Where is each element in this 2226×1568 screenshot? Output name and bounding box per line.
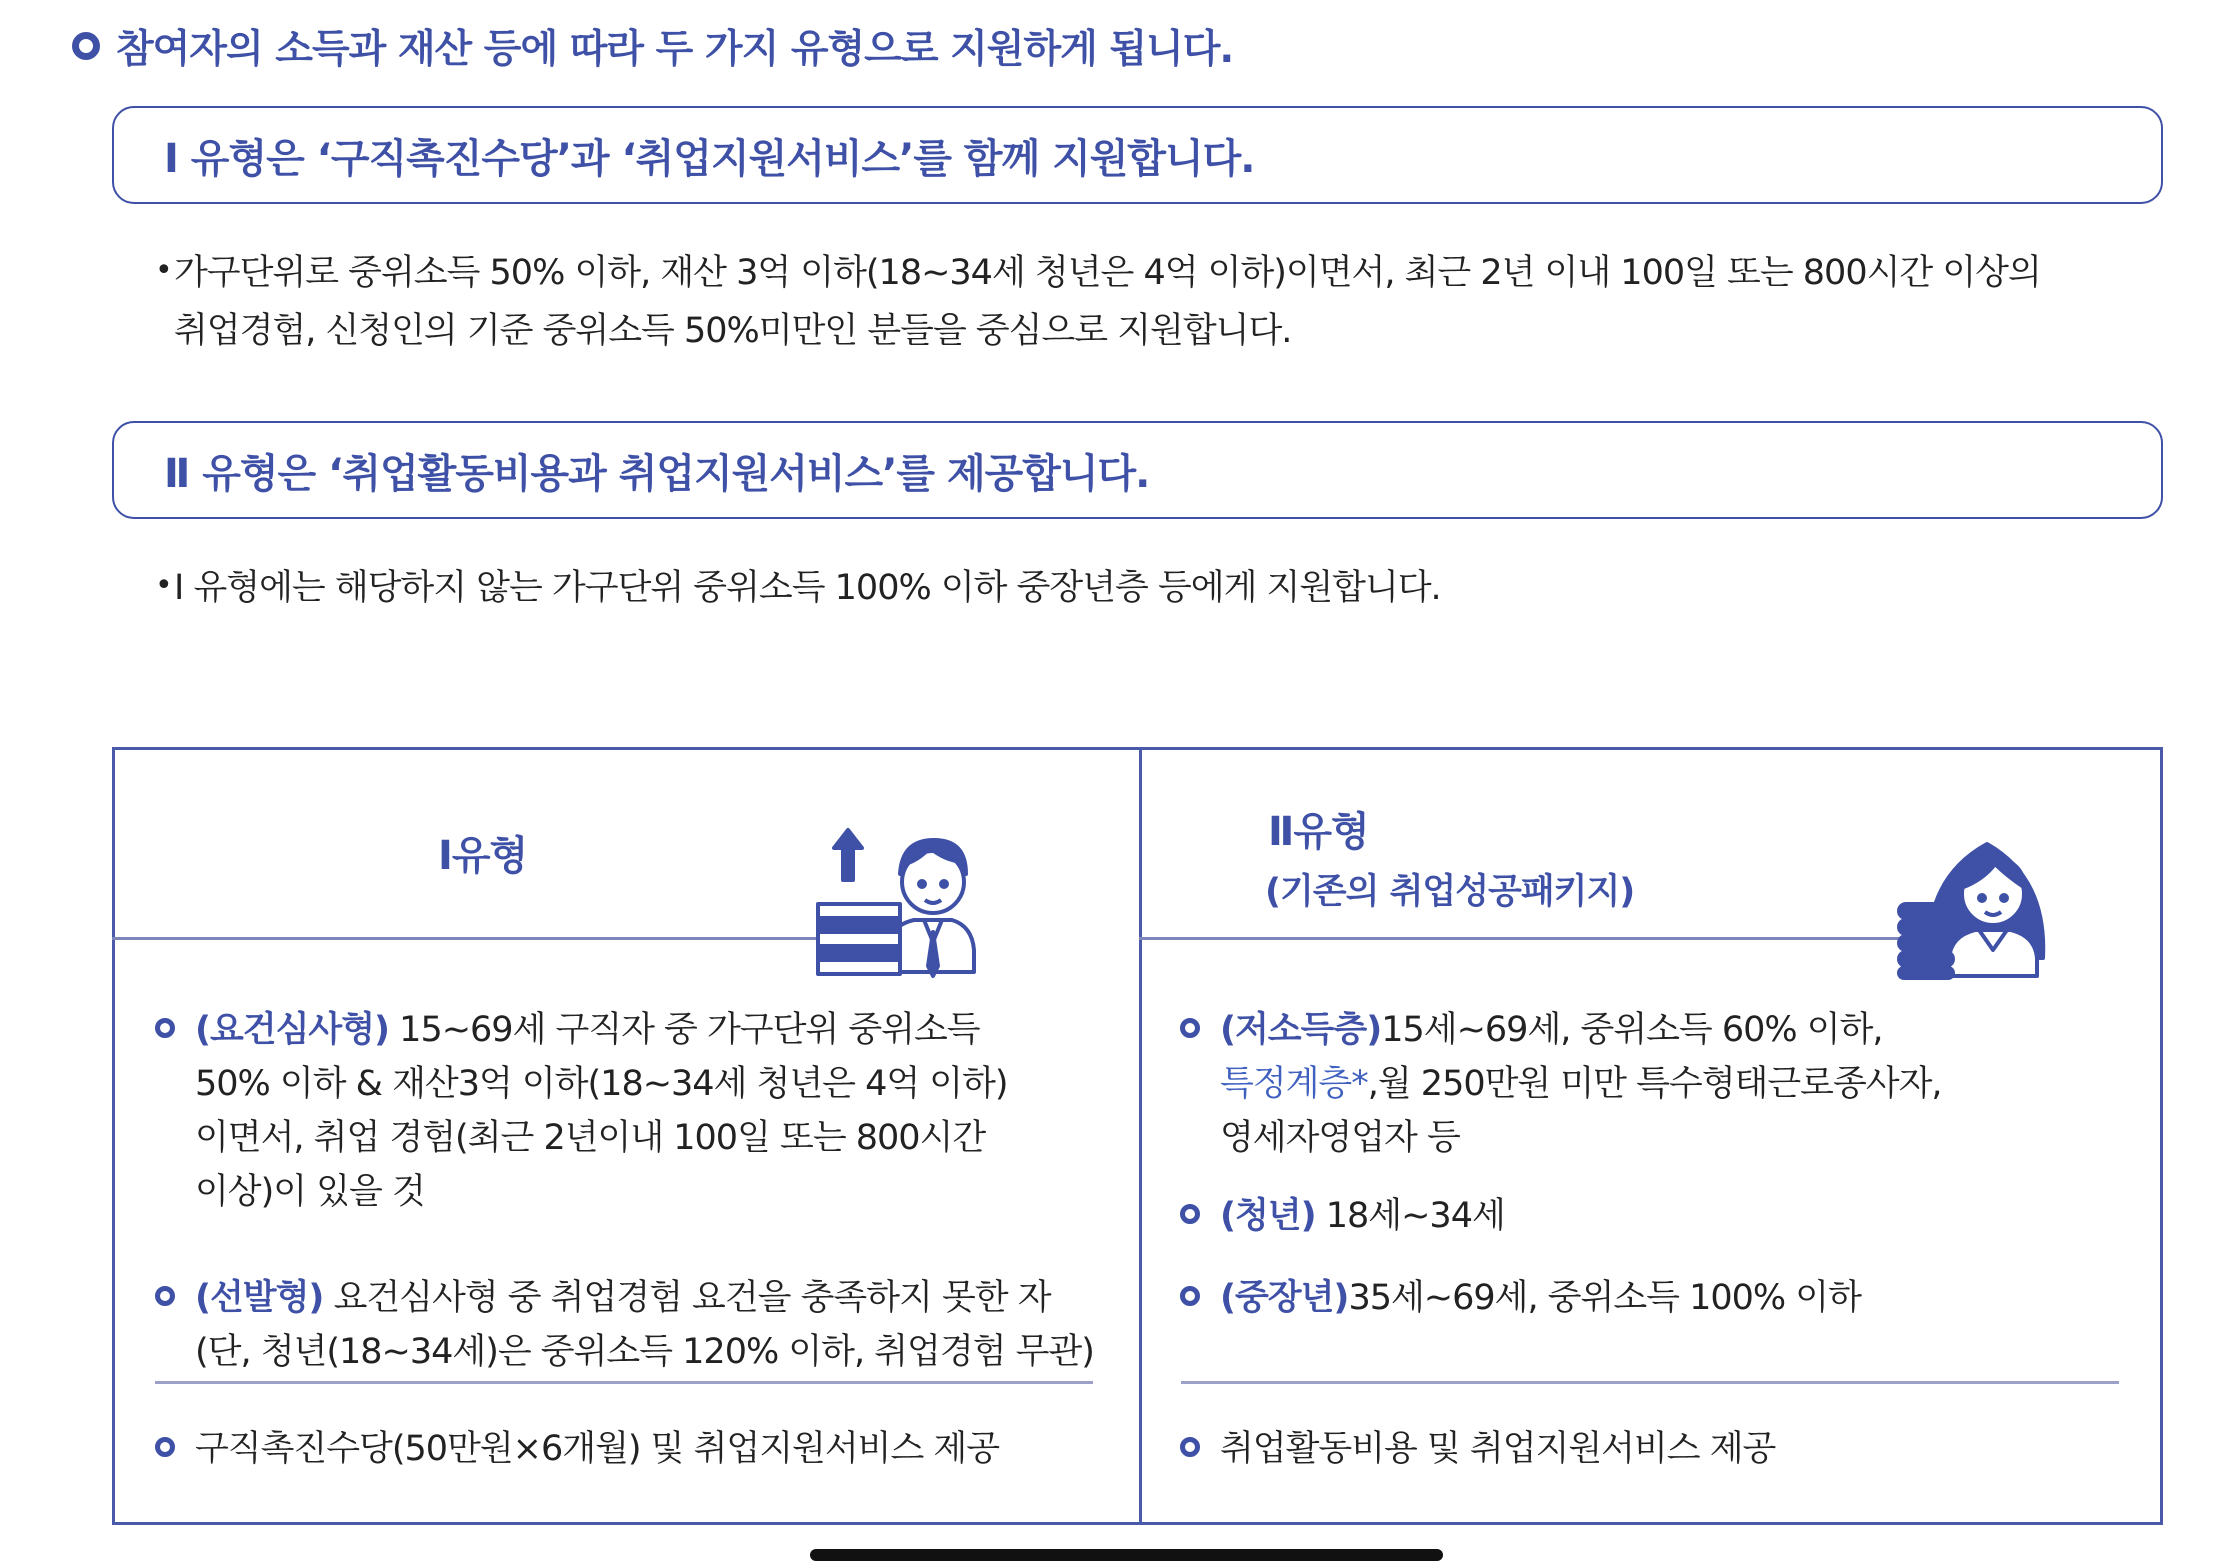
col2-item1-line2: ,월 250만원 미만 특수형태근로종사자, — [1367, 1064, 1942, 1104]
type2-box-text: Ⅱ 유형은 ‘취업활동비용과 취업지원서비스’를 제공합니다. — [164, 450, 1150, 497]
col2-item-middle-aged — [1180, 1271, 1861, 1325]
type2-description — [150, 559, 1441, 617]
col1-item2-line2: (단, 청년(18~34세)은 중위소득 120% 이하, 취업경험 무관) — [195, 1332, 1094, 1372]
type2-box — [112, 421, 2163, 519]
col1-item1-line2: 50% 이하 & 재산3억 이하(18~34세 청년은 4억 이하) — [195, 1064, 1008, 1104]
col2-item1-key: (저소득층) — [1220, 1010, 1382, 1050]
type1-desc-line1: 가구단위로 중위소득 50% 이하, 재산 3억 이하(18~34세 청년은 4억 이하)이면서, 최근 2년 이내 100일 또는 800시간 이상의 — [174, 253, 2041, 293]
col2-footer-divider — [1181, 1381, 2119, 1384]
col1-item-selection — [155, 1271, 1094, 1379]
ring-bullet-icon — [155, 1018, 175, 1038]
intro-text: 참여자의 소득과 재산 등에 따라 두 가지 유형으로 지원하게 됩니다. — [116, 27, 1234, 72]
col2-title: Ⅱ유형 — [1268, 809, 1369, 855]
col2-subtitle: (기존의 취업성공패키지) — [1265, 872, 1635, 912]
intro-heading — [72, 18, 1233, 74]
type2-desc-line1: Ⅰ 유형에는 해당하지 않는 가구단위 중위소득 100% 이하 중장년층 등에게 지원합니다. — [174, 568, 1441, 608]
type1-box-text: Ⅰ 유형은 ‘구직촉진수당’과 ‘취업지원서비스’를 함께 지원합니다. — [164, 135, 1255, 182]
woman-with-coins-icon — [1895, 808, 2065, 980]
col2-footer — [1180, 1422, 1775, 1476]
bullet-icon: • — [155, 568, 172, 603]
col1-footer-divider — [155, 1381, 1093, 1384]
table-divider — [1139, 747, 1142, 1525]
col2-item2-text: 18세~34세 — [1315, 1196, 1505, 1236]
col2-item3-key: (중장년) — [1220, 1278, 1349, 1318]
ring-bullet-icon — [1180, 1018, 1200, 1038]
type1-desc-line2: 취업경험, 신청인의 기준 중위소득 50%미만인 분들을 중심으로 지원합니다. — [174, 311, 1292, 351]
ring-bullet-icon — [155, 1286, 175, 1306]
col1-header-line — [112, 937, 832, 940]
col1-item1-key: (요건심사형) — [195, 1010, 390, 1050]
col1-item1-line4: 이상)이 있을 것 — [195, 1172, 425, 1212]
home-indicator[interactable] — [810, 1549, 1443, 1561]
ring-bullet-icon — [1180, 1286, 1200, 1306]
ring-bullet-icon — [72, 32, 100, 60]
col1-item2-line1: 요건심사형 중 취업경험 요건을 충족하지 못한 자 — [323, 1278, 1051, 1318]
col1-item1-line3: 이면서, 취업 경험(최근 2년이내 100일 또는 800시간 — [195, 1118, 986, 1158]
col1-footer-text: 구직촉진수당(50만원×6개월) 및 취업지원서비스 제공 — [195, 1429, 1000, 1469]
col2-item1-line3: 영세자영업자 등 — [1220, 1118, 1460, 1158]
col2-item3-text: 35세~69세, 중위소득 100% 이하 — [1348, 1278, 1861, 1318]
ring-bullet-icon — [155, 1437, 175, 1457]
col1-footer — [155, 1422, 999, 1476]
type1-box — [112, 106, 2163, 204]
col1-item-screening — [155, 1003, 1008, 1219]
col2-item1-highlight: 특정계층* — [1220, 1064, 1368, 1104]
type1-description — [150, 244, 2041, 360]
col1-item1-line1: 15~69세 구직자 중 가구단위 중위소득 — [389, 1010, 980, 1050]
ring-bullet-icon — [1180, 1204, 1200, 1224]
bullet-icon: • — [155, 253, 172, 288]
col2-item1-line1: 15세~69세, 중위소득 60% 이하, — [1381, 1010, 1883, 1050]
man-with-money-icon — [812, 800, 982, 980]
col1-item2-key: (선발형) — [195, 1278, 324, 1318]
col2-item-youth — [1180, 1189, 1505, 1243]
col2-item2-key: (청년) — [1220, 1196, 1316, 1236]
col2-header-line — [1139, 937, 1899, 940]
col1-title: Ⅰ유형 — [438, 833, 528, 879]
ring-bullet-icon — [1180, 1437, 1200, 1457]
col2-item-low-income — [1180, 1003, 1942, 1165]
col2-footer-text: 취업활동비용 및 취업지원서비스 제공 — [1220, 1429, 1776, 1469]
